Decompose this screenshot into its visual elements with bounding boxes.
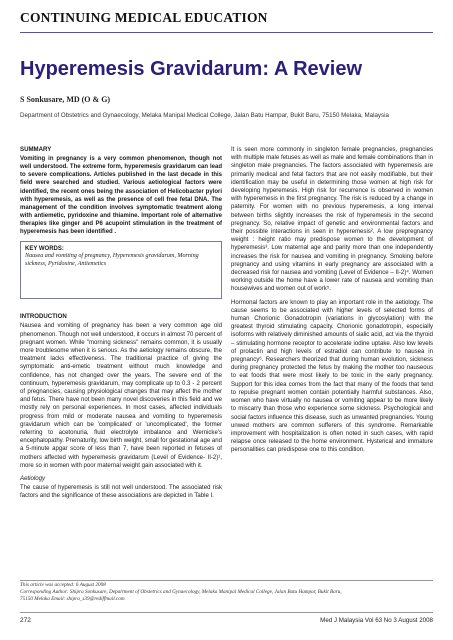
footer-rule [20, 580, 433, 581]
aetiology-heading: Aetiology [20, 475, 46, 482]
risk-factors-paragraph: It is seen more commonly in singleton female pregnancies, pregnancies with multiple male fetuses as well as male and female combinations than in singleton male pregnancies. The factors associated with hyperemesis are primarily medical and fetal factors that are not easily modifiable, but their identification may be useful in determining those women at high risk for developing hyperemesis. High risk for recurrence is observed in women with hyperemesis in the first pregnancy. The risk is reduced by a change in paternity. For women with no previous hyperemesis, a long interval between births slightly increases the risk of hyperemesis in the second pregnancy. So, relative impact of genetic and environmental factors and their possible interactions in seen in hyperemesis². A low prepregnancy weight : height ratio may predispose women to the development of hyperemesis³. Low maternal age and parity more than one independently increases the risk for nausea and vomiting in pregnancy. Smoking before pregnancy and using vitamins in early pregnancy are associated with a decreased risk for nausea and vomiting (Level of Evidence – II-2)⁴. Women working outside the home have a lower rate of nausea and vomiting than housewives and women out of work⁵. [231, 147, 433, 293]
page-number: 272 [20, 617, 31, 624]
section-header: CONTINUING MEDICAL EDUCATION [20, 10, 268, 25]
article-title: Hyperemesis Gravidarum: A Review [20, 58, 363, 80]
author-affiliation: Department of Obstetrics and Gynaecology, Melaka Manipal Medical College, Jalan Batu Hampar, Bukit Baru, 75150 Melaka, Malaysia [20, 112, 389, 119]
introduction-paragraph: Nausea and vomiting of pregnancy has been a very common age old phenomenon. Though not well understood, it occurs in almost 70 percent of pregnant women. While "morning sickness" remains common, it is usually more troublesome when it is serious. As the aetiology remains obscure, the treatment lacks effectiveness. The traditional practice of giving the symptomatic anti-emetic treatment without much knowledge and confidence, has not changed over the years. The severe end of the continuum, hyperemesis gravidarum, may complicate up to 0.3 - 2 percent of pregnancies, causing physiological changes that may affect the mother and fetus. There have not been many novel discoveries in this field and we mostly rely on personal experiences. In most cases, affected individuals progress from mild or moderate nausea and vomiting to hyperemesis gravidarum which can be 'complicated' or 'uncomplicated', the former referring to acetonuria, fluid electrolyte imbalance and Wernicke's encephalopathy. Prematurity, low birth weight, small for gestational age and a 5-minute apgar score of less than 7, have been reported in fetuses of mothers affected with hyperemesis gravidarum (Level of Evidence- II-2)¹, more so in women with poor maternal weight gain associated with it. [20, 323, 222, 469]
correspondence-line-2: 75150 Melaka Email: shipra_s39@rediffmail.com [20, 595, 125, 602]
bottom-rule [20, 612, 433, 613]
right-column [231, 146, 433, 460]
left-column [20, 146, 222, 506]
journal-reference: Med J Malaysia Vol 63 No 3 August 2008 [320, 617, 433, 624]
keywords-heading: KEY WORDS: [25, 246, 64, 253]
hormonal-factors-paragraph: Hormonal factors are known to play an important role in the aetiology. The cause seems to be associated with higher levels of selected forms of human Chorionic Gonadotropin (variations in glycosylation) with the greatest thyroid stimulating capacity. Chorionic gonadotropin, especially isoforms with relatively diminished amounts of sialic acid, act via the thyroid – stimulating hormone receptor to accelerate iodine uptake. Also low levels of prolactin and high levels of estradiol can contribute to nausea in pregnancy⁶. Researchers theorized that during human evolution, sickness during pregnancy protected the fetus by making the mother too nauseous to eat foods that were most likely to be toxic in the early pregnancy. Support for this idea comes from the fact that many of the foods that tend to repulse pregnant women contain potentially harmful substances. Also, women who have virtually no nausea or vomiting appear to be more likely to miscarry than those who experience some sickness. Psychological and social factors influence this disease, such as unwanted pregnancies. Young unwed mothers are common sufferers of this syndrome. Remarkable improvement with hospitalization is often noted in such cases, with rapid relapse once released to the home environment. Hysterical and immature personalities can predispose one to this condition. [231, 299, 433, 454]
aetiology-paragraph: The cause of hyperemesis is still not well understood. The associated risk factors and the significance of these associations are depicted in Table I. [20, 485, 222, 500]
article-authors: S Sonkusare, MD (O & G) [20, 95, 111, 104]
correspondence-line-1: Corresponding Author: Shipra Sonkusare, Department of Obstetrics and Gynaecology, Melaka Manipal Medical College, Jalan Batu Hampar, Bukit Baru, [20, 588, 342, 595]
keywords-text: Nausea and vomiting of pregnancy, Hyperemesis gravidarum, Morning sickness, Pyridoxine, Antiemetics [25, 253, 199, 268]
introduction-heading: INTRODUCTION [20, 313, 67, 321]
header-rule [20, 32, 433, 33]
summary-text: Vomiting in pregnancy is a very common phenomenon, though not well understood. The extreme form, hyperemesis gravidarum can lead to severe complications. Articles published in the last decade in this field were searched and studied. Various aetiological factors were identified, the recent ones being the association of Helicobacter pylori with hyperemesis, as well as the presence of cell free fetal DNA. The management of the condition involves symptomatic treatment along with antiemetic, pyridoxine and thiamine. Important role of alternative therapies like ginger and P6 acupoint stimulation in the treatment of hyperemesis has been identified . [20, 156, 222, 236]
accepted-date: This article was accepted: 6 August 2008 [20, 582, 106, 588]
footer-notes [20, 582, 434, 602]
keywords-box [20, 241, 222, 299]
summary-heading: SUMMARY [20, 146, 52, 153]
